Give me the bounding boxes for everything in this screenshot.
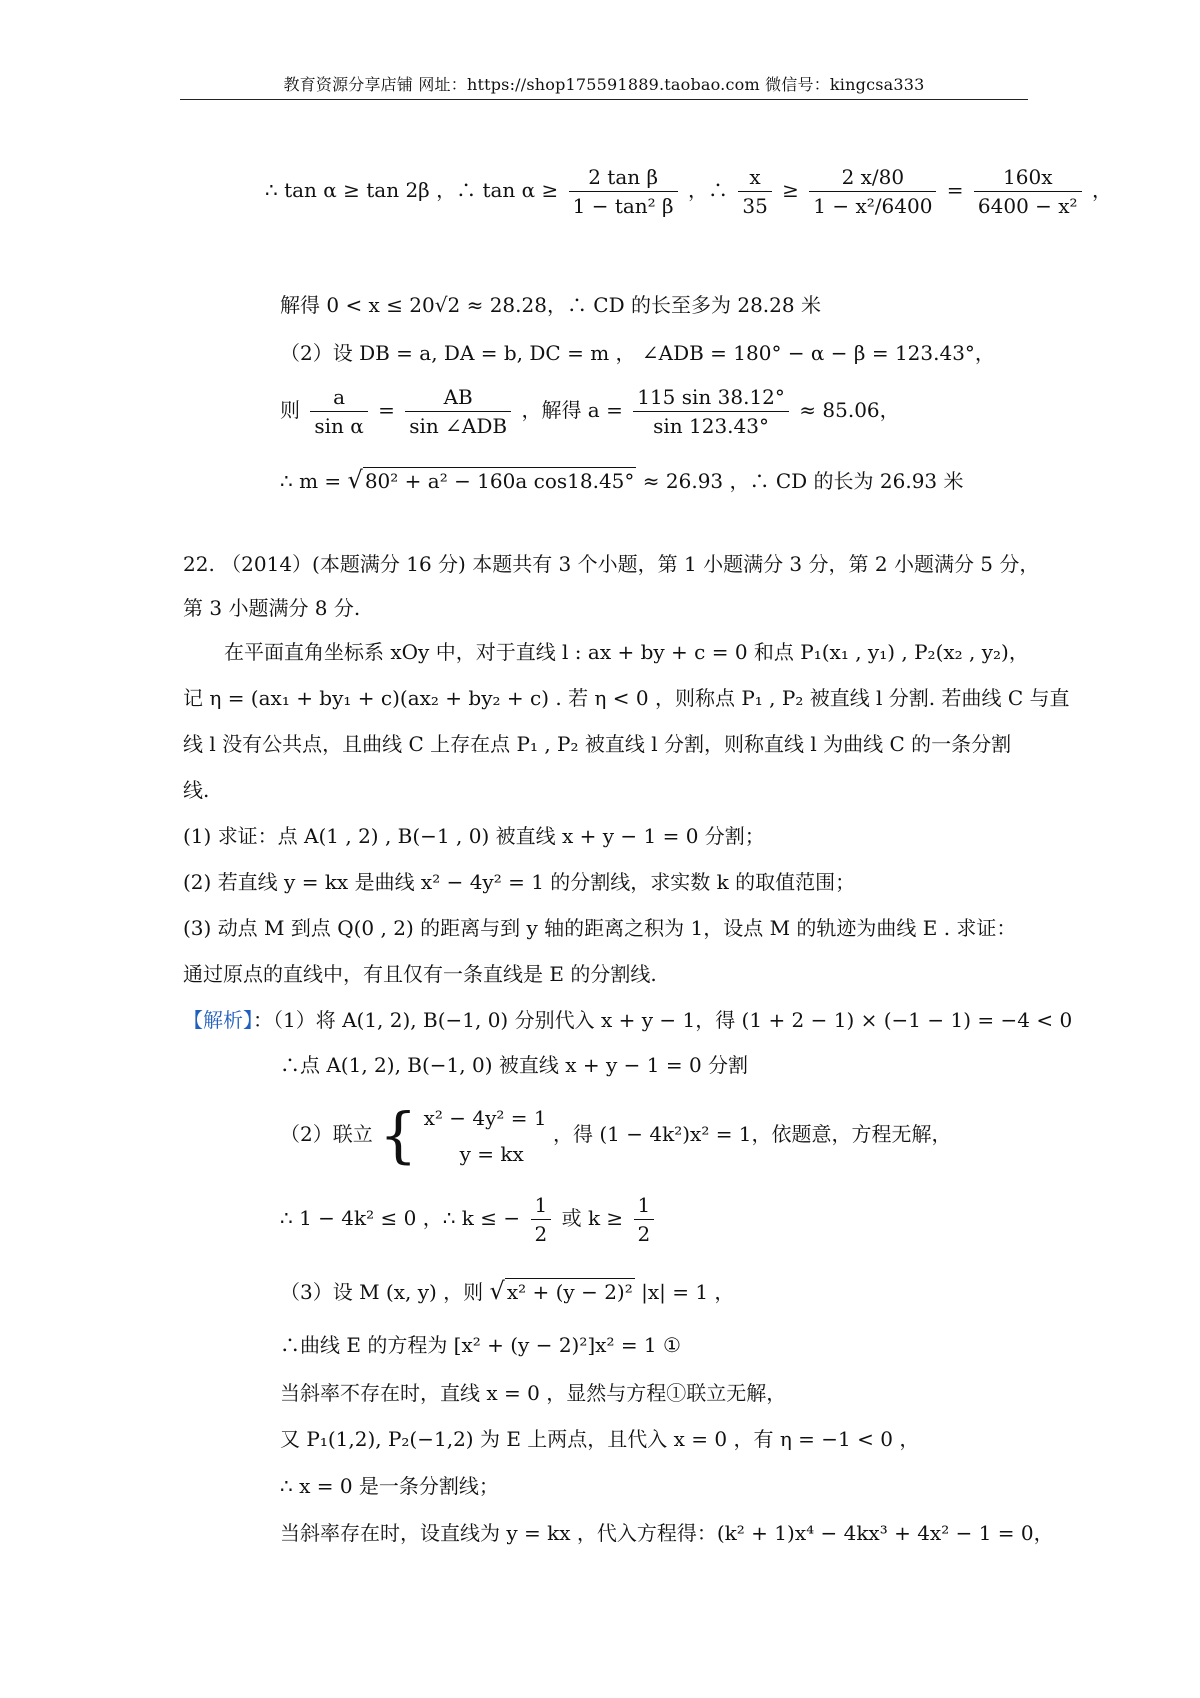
sol21-line-4 <box>280 380 900 440</box>
sol21-l1b: ，∴ <box>687 178 728 202</box>
sol21-l4d: ≈ 85.06， <box>799 398 900 422</box>
sol21-l4c: ，解得 a = <box>521 398 623 422</box>
sol22-a5a: （3）设 M (x, y) ，则 <box>280 1280 484 1304</box>
q22-para-3: 线 l 没有公共点，且曲线 C 上存在点 P₁ , P₂ 被直线 l 分割，则称直线 l 为曲线 C 的一条分割 <box>183 732 1012 756</box>
fraction-160x <box>974 163 1082 220</box>
q22-sub-2: (2) 若直线 y = kx 是曲线 x² − 4y² = 1 的分割线，求实数 k 的取值范围； <box>183 870 856 894</box>
sol21-l1d: = <box>946 178 964 202</box>
sol21-l4a: 则 <box>280 398 300 422</box>
fraction-denominator: 2 <box>534 1222 548 1246</box>
q22-heading: 22. （2014）(本题满分 16 分) 本题共有 3 个小题，第 1 小题满分 3 分，第 2 小题满分 5 分， <box>183 552 1040 576</box>
fraction-ab-sinadb <box>405 383 511 440</box>
sqrt-sign: √ <box>489 1277 505 1305</box>
sol22-a3b: ，得 (1 − 4k²)x² = 1，依题意，方程无解， <box>553 1122 952 1146</box>
sol22-a1: ：（1）将 A(1, 2), B(−1, 0) 分别代入 x + y − 1，得 (1 + 2 − 1) × (−1 − 1) = −4 < 0 <box>253 1008 1073 1032</box>
fraction-numerator: 2 tan β <box>569 163 678 192</box>
fraction-2tanb <box>569 163 678 220</box>
left-brace: { <box>379 1100 418 1171</box>
q22-para-1: 在平面直角坐标系 xOy 中，对于直线 l : ax + by + c = 0 和点 P₁(x₁ , y₁) , P₂(x₂ , y₂)， <box>224 640 1029 664</box>
sol22-a5b: |x| = 1 ， <box>641 1280 735 1304</box>
sol21-l1a: ∴ tan α ≥ tan 2β ，∴ tan α ≥ <box>265 178 559 202</box>
sol22-a4b: 或 k ≥ <box>561 1206 624 1230</box>
system-equation-1: x² − 4y² = 1 <box>423 1105 547 1130</box>
fraction-denominator: sin ∠ADB <box>409 414 508 438</box>
sol22-a3a: （2）联立 <box>280 1122 373 1146</box>
fraction-x-35 <box>738 163 771 220</box>
sol22-line-3 <box>280 1098 952 1172</box>
fraction-half-neg <box>531 1191 552 1248</box>
fraction-a-sina <box>310 383 367 440</box>
fraction-numerator: a <box>310 383 367 412</box>
sol22-line-1 <box>183 1005 1072 1035</box>
fraction-numerator: x <box>738 163 771 192</box>
fraction-denominator: 35 <box>742 194 768 218</box>
sol22-line-2: ∴点 A(1, 2), B(−1, 0) 被直线 x + y − 1 = 0 分割 <box>280 1053 749 1077</box>
sol22-line-4 <box>280 1188 658 1248</box>
sol22-line-8: 又 P₁(1,2), P₂(−1,2) 为 E 上两点，且代入 x = 0 ，有 η = −1 < 0 ， <box>280 1427 920 1451</box>
q22-para-4: 线. <box>183 778 210 802</box>
fraction-denominator: 6400 − x² <box>977 194 1078 218</box>
sqrt-radicand: x² + (y − 2)² <box>506 1280 633 1304</box>
sol21-l4b: = <box>378 398 395 422</box>
sol21-l5b: ≈ 26.93 ，∴ CD 的长为 26.93 米 <box>642 469 964 493</box>
fraction-denominator: sin α <box>314 414 364 438</box>
header-divider <box>180 99 1028 100</box>
q22-sub-3-cont: 通过原点的直线中，有且仅有一条直线是 E 的分割线. <box>183 962 657 986</box>
system-equation-2: y = kx <box>459 1141 524 1166</box>
fraction-denominator: sin 123.43° <box>653 414 769 438</box>
fraction-denominator: 1 − x²/6400 <box>813 194 933 218</box>
fraction-numerator: 1 <box>634 1191 655 1220</box>
sol21-l1c: ≥ <box>782 178 799 202</box>
fraction-115sin <box>633 383 789 440</box>
sol22-line-7: 当斜率不存在时，直线 x = 0 ，显然与方程①联立无解， <box>280 1381 787 1405</box>
sol21-l1e: ， <box>1091 178 1112 202</box>
sqrt-sign: √ <box>347 466 363 494</box>
q22-heading-cont: 第 3 小题满分 8 分. <box>183 596 361 620</box>
fraction-denominator: 1 − tan² β <box>572 194 674 218</box>
sol22-line-10: 当斜率存在时，设直线为 y = kx ，代入方程得：(k² + 1)x⁴ − 4kx³ + 4x² − 1 = 0， <box>280 1521 1054 1545</box>
fraction-numerator: 160x <box>974 163 1082 192</box>
page-header: 教育资源分享店铺 网址：https://shop175591889.taobao.com 微信号：kingcsa333 <box>283 75 925 94</box>
fraction-numerator: 1 <box>531 1191 552 1220</box>
fraction-denominator: 2 <box>637 1222 651 1246</box>
q22-sub-3: (3) 动点 M 到点 Q(0 , 2) 的距离与到 y 轴的距离之积为 1，设点 M 的轨迹为曲线 E . 求证： <box>183 916 1017 940</box>
sol22-line-6: ∴曲线 E 的方程为 [x² + (y − 2)²]x² = 1 ① <box>280 1333 681 1357</box>
sol21-line-3: （2）设 DB = a, DA = b, DC = m ， ∠ADB = 180° − α − β = 123.43°， <box>280 341 995 365</box>
fraction-compound <box>809 163 936 220</box>
q22-para-2: 记 η = (ax₁ + by₁ + c)(ax₂ + by₂ + c) . 若 η < 0 ，则称点 P₁ , P₂ 被直线 l 分割. 若曲线 C 与直 <box>183 686 1070 710</box>
sol21-line-5 <box>280 465 964 496</box>
fraction-half-pos <box>634 1191 655 1248</box>
q22-sub-1: (1) 求证：点 A(1 , 2) , B(−1 , 0) 被直线 x + y − 1 = 0 分割； <box>183 824 765 848</box>
sol22-line-9: ∴ x = 0 是一条分割线； <box>280 1474 499 1498</box>
sol21-l5a: ∴ m = <box>280 469 342 493</box>
fraction-numerator: 2 x/80 <box>809 163 936 192</box>
sol22-a4a: ∴ 1 − 4k² ≤ 0 ，∴ k ≤ − <box>280 1206 521 1230</box>
sol21-line-2: 解得 0 < x ≤ 20√2 ≈ 28.28，∴ CD 的长至多为 28.28 米 <box>280 293 821 317</box>
sol21-line-1 <box>265 160 1112 220</box>
analysis-tag: 【解析】 <box>183 1008 253 1032</box>
fraction-numerator: AB <box>405 383 511 412</box>
sol22-line-5 <box>280 1276 734 1307</box>
equation-system <box>424 1100 547 1172</box>
fraction-numerator: 115 sin 38.12° <box>633 383 789 412</box>
sqrt-radicand: 80² + a² − 160a cos18.45° <box>364 469 635 493</box>
